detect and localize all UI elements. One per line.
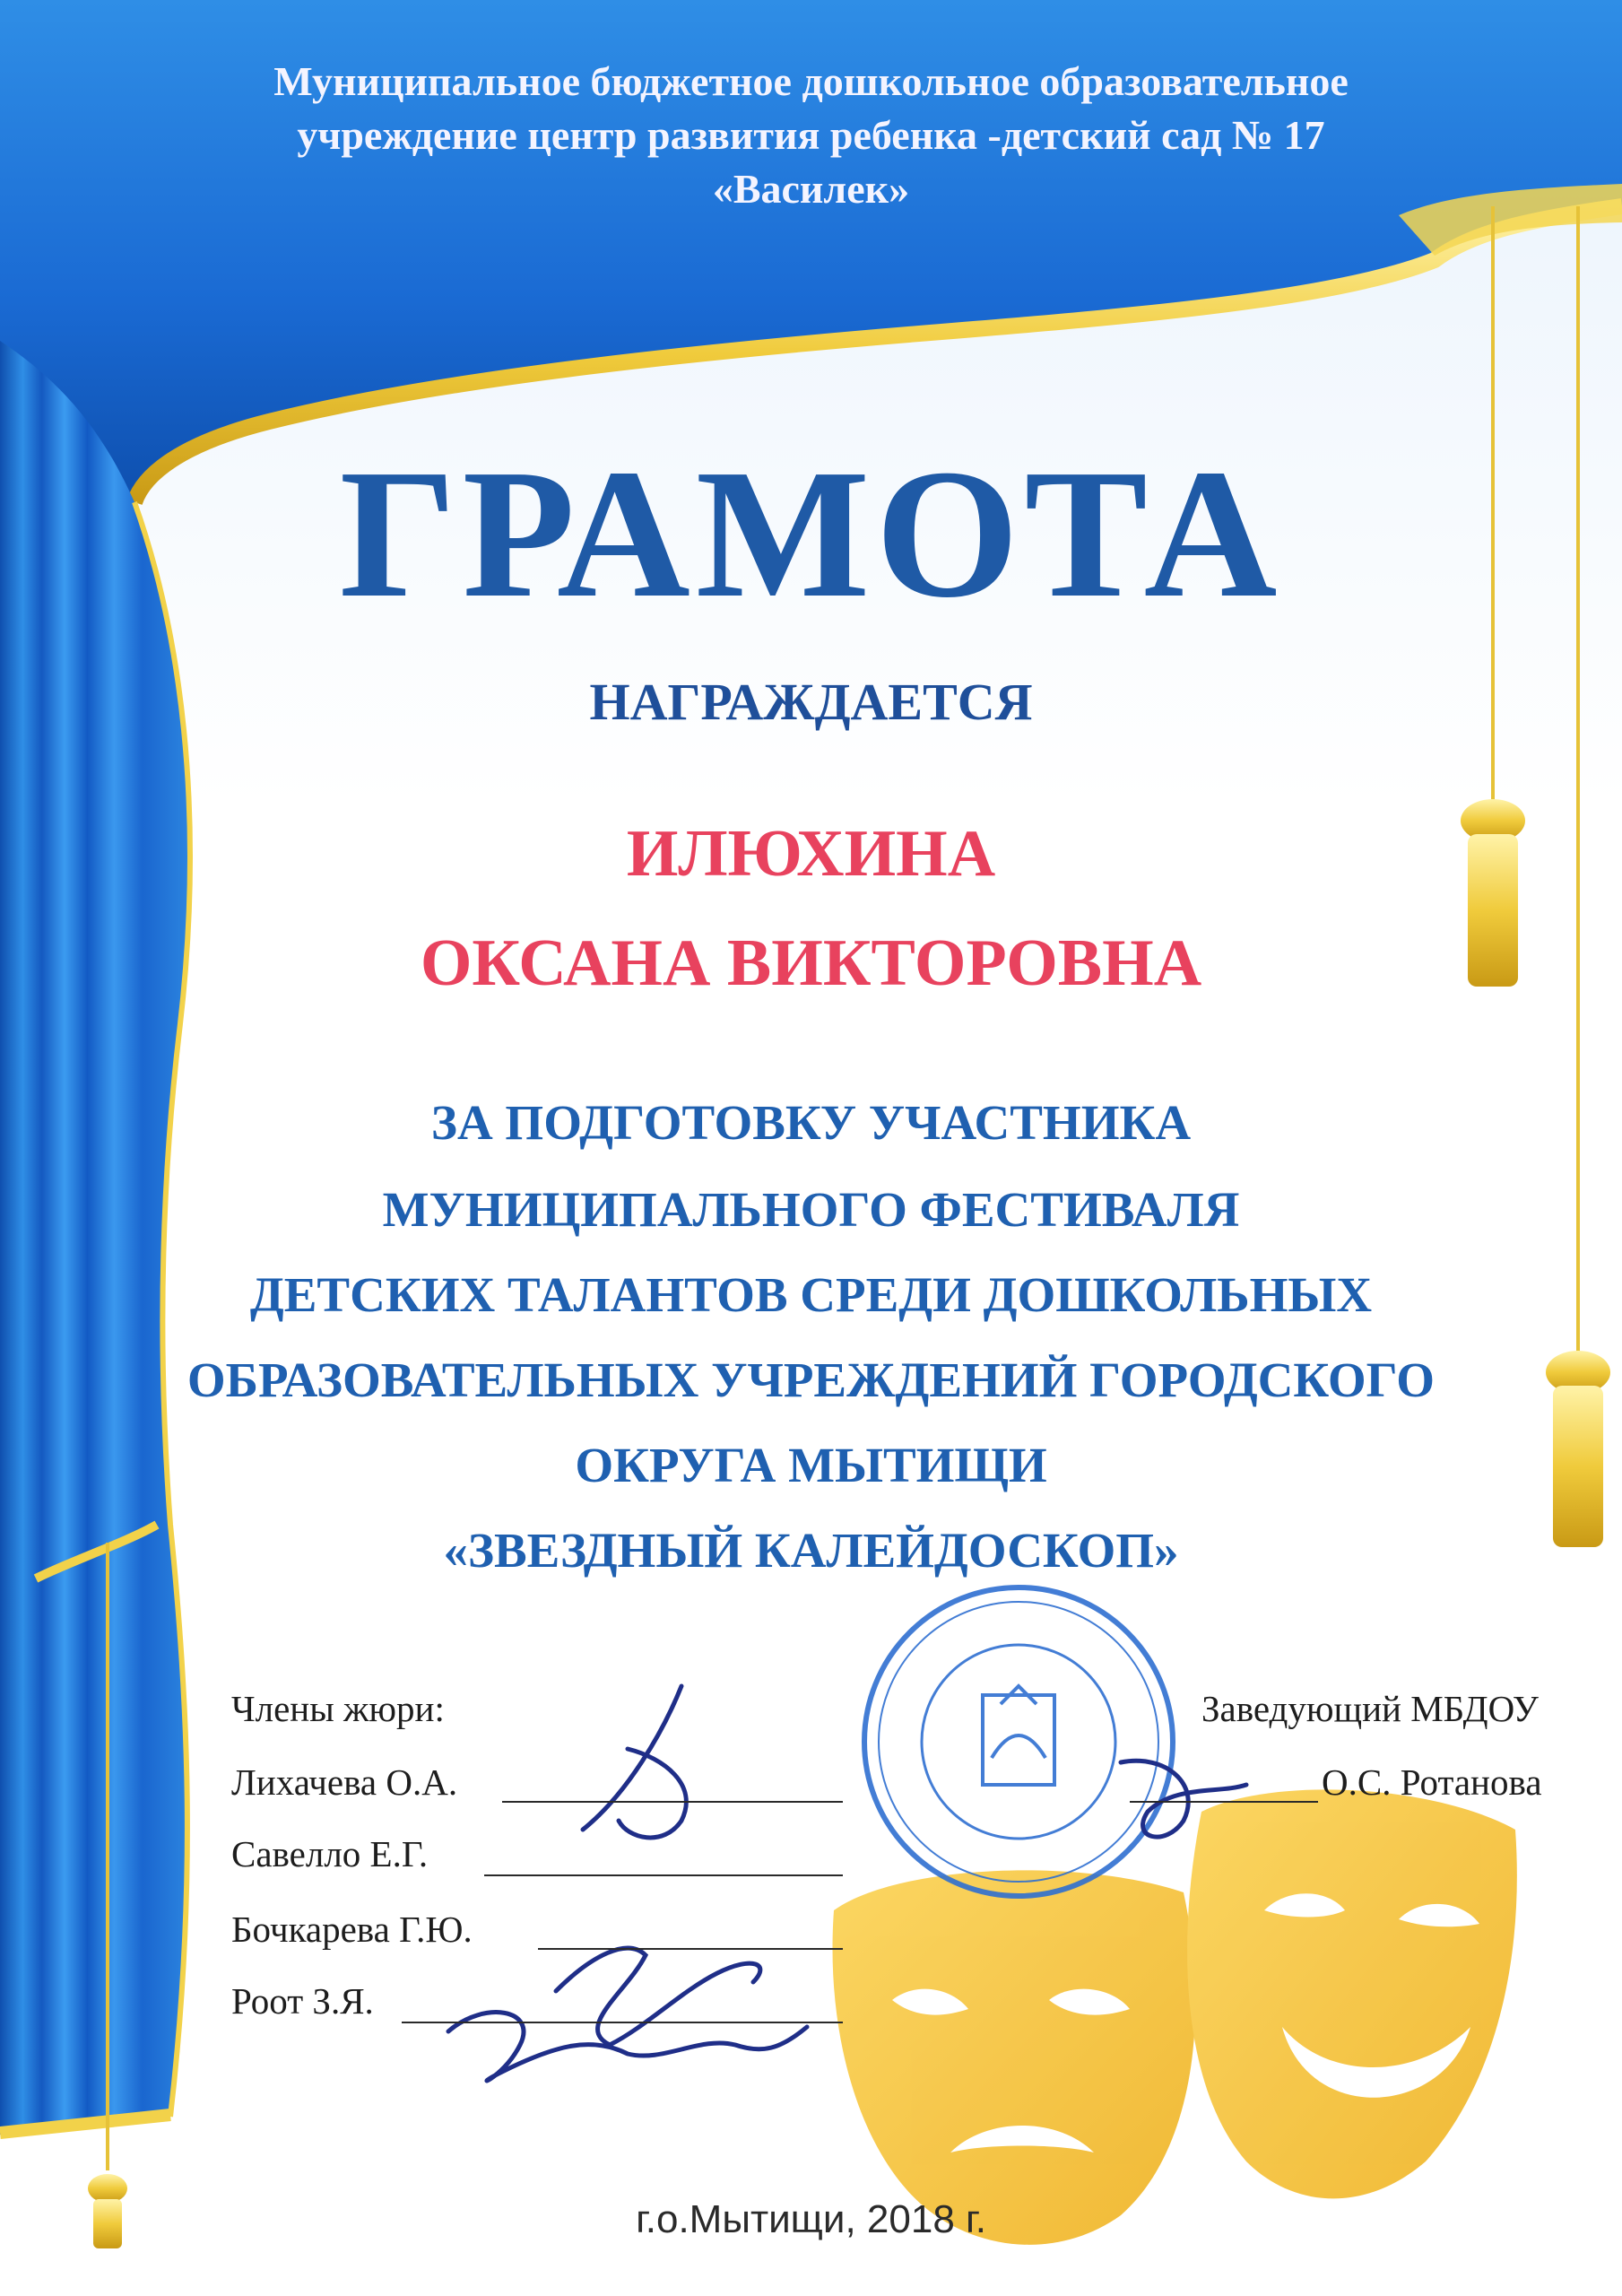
organization-line-2: учреждение центр развития ребенка -детский сад № 17 xyxy=(297,112,1325,158)
jury-label: Члены жюри: xyxy=(231,1688,445,1729)
head-signature-line xyxy=(1130,1801,1318,1803)
awarded-label: НАГРАЖДАЕТСЯ xyxy=(589,673,1033,731)
jury-member-3: Бочкарева Г.Ю. xyxy=(231,1909,473,1950)
footer-place-date: г.о.Мытищи, 2018 г. xyxy=(636,2197,986,2241)
certificate-title: ГРАМОТА xyxy=(339,430,1283,636)
jury-member-2: Савелло Е.Г. xyxy=(231,1833,429,1874)
jury-member-4: Роот З.Я. xyxy=(231,1980,374,2022)
reason-line-3: ДЕТСКИХ ТАЛАНТОВ СРЕДИ ДОШКОЛЬНЫХ xyxy=(249,1267,1373,1322)
signature-line-4 xyxy=(402,2022,843,2023)
organization-line-1: Муниципальное бюджетное дошкольное образовательное xyxy=(273,58,1349,104)
reason-line-4: ОБРАЗОВАТЕЛЬНЫХ УЧРЕЖДЕНИЙ ГОРОДСКОГО xyxy=(186,1352,1436,1407)
reason-line-5: ОКРУГА МЫТИЩИ xyxy=(575,1438,1047,1492)
organization-line-3: «Василек» xyxy=(712,166,910,212)
reason-line-6: «ЗВЕЗДНЫЙ КАЛЕЙДОСКОП» xyxy=(443,1523,1179,1578)
reason-line-1: ЗА ПОДГОТОВКУ УЧАСТНИКА xyxy=(430,1095,1192,1150)
head-title: Заведующий МБДОУ xyxy=(1201,1688,1539,1729)
jury-member-1: Лихачева О.А. xyxy=(231,1761,458,1803)
recipient-surname: ИЛЮХИНА xyxy=(626,817,996,891)
reason-line-2: МУНИЦИПАЛЬНОГО ФЕСТИВАЛЯ xyxy=(382,1182,1240,1237)
head-name: О.С. Ротанова xyxy=(1322,1761,1542,1803)
signature-line-2 xyxy=(484,1874,843,1876)
signature-line-3 xyxy=(538,1948,843,1950)
signature-line-1 xyxy=(502,1801,843,1803)
recipient-given-names: ОКСАНА ВИКТОРОВНА xyxy=(420,926,1202,1000)
